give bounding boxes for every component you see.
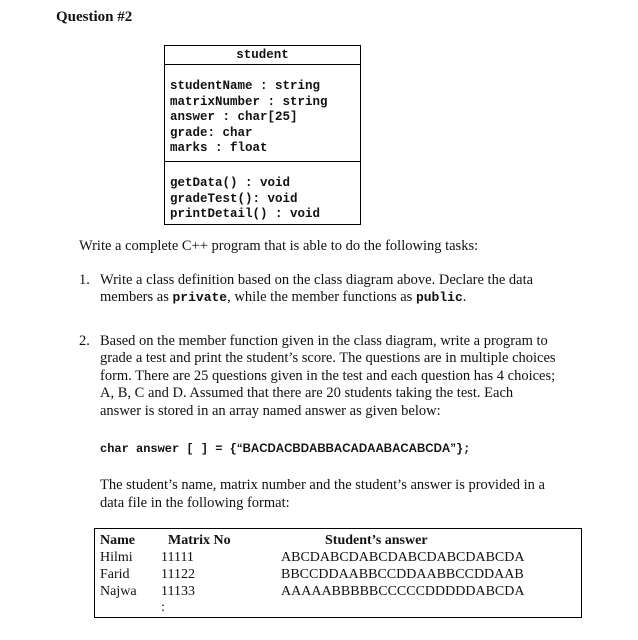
uml-attribute: marks : float bbox=[170, 141, 268, 156]
uml-class-name: student bbox=[165, 46, 360, 65]
task-2-text bbox=[100, 333, 580, 420]
code-snippet bbox=[100, 442, 470, 456]
task-2-line: grade a test and print the student’s score. The questions are in multiple choices bbox=[100, 350, 556, 367]
code-prefix: char answer [ ] = { bbox=[100, 442, 237, 456]
uml-method: getData() : void bbox=[170, 176, 291, 190]
task-1-number: 1. bbox=[79, 272, 90, 288]
uml-method: printDetail() : void bbox=[170, 207, 321, 222]
code-answer-string: “BACDACBDABBACADAABACABCDA” bbox=[236, 443, 456, 455]
format-description bbox=[100, 476, 545, 512]
uml-methods-section bbox=[165, 162, 360, 224]
uml-method: gradeTest(): void bbox=[170, 191, 298, 206]
column-header-name: Name bbox=[100, 533, 135, 548]
uml-class-diagram bbox=[164, 45, 361, 225]
uml-attribute: studentName : string bbox=[170, 79, 321, 93]
task-1-text bbox=[100, 272, 580, 307]
task-1-text-part: . bbox=[462, 289, 467, 306]
public-keyword: public bbox=[415, 290, 463, 306]
table-cell-name: Najwa bbox=[100, 584, 137, 599]
uml-attribute: answer : char[25] bbox=[170, 110, 298, 125]
question-title: Question #2 bbox=[56, 9, 133, 25]
table-cell-answer: ABCDABCDABCDABCDABCDABCDA bbox=[281, 550, 525, 565]
code-suffix: }; bbox=[455, 442, 471, 456]
private-keyword: private bbox=[172, 290, 228, 306]
data-file-table bbox=[94, 528, 582, 618]
task-1-line bbox=[100, 289, 580, 306]
uml-attributes-section bbox=[165, 65, 360, 162]
task-2-line: answer is stored in an array named answer as given below: bbox=[100, 402, 441, 419]
task-1-line: Write a class definition based on the class diagram above. Declare the data bbox=[100, 272, 534, 288]
task-1-text-part: , while the member functions as bbox=[227, 289, 416, 306]
uml-attribute: matrixNumber : string bbox=[170, 94, 328, 109]
task-2-line: form. There are 25 questions given in the test and each question has 4 choices; bbox=[100, 367, 556, 384]
task-2-line: A, B, C and D. Assumed that there are 20 students taking the test. Each bbox=[100, 385, 514, 402]
format-line: data file in the following format: bbox=[100, 495, 290, 511]
table-cell-matrix: 11111 bbox=[161, 550, 194, 565]
table-cell-name: Hilmi bbox=[100, 550, 133, 565]
intro-text: Write a complete C++ program that is able to do the following tasks: bbox=[79, 238, 479, 254]
table-continuation: : bbox=[161, 600, 165, 615]
table-cell-matrix: 11133 bbox=[161, 584, 195, 599]
table-cell-matrix: 11122 bbox=[161, 567, 195, 582]
task-2-line: Based on the member function given in the class diagram, write a program to bbox=[100, 333, 548, 349]
column-header-matrix-no: Matrix No bbox=[168, 533, 231, 548]
table-cell-name: Farid bbox=[100, 567, 130, 582]
format-line: The student’s name, matrix number and the student’s answer is provided in a bbox=[100, 477, 545, 493]
column-header-answer: Student’s answer bbox=[325, 533, 428, 548]
task-1-text-part: members as bbox=[100, 289, 173, 306]
task-2-number: 2. bbox=[79, 333, 90, 349]
table-cell-answer: AAAAABBBBBCCCCCDDDDDABCDA bbox=[281, 584, 525, 599]
uml-attribute: grade: char bbox=[170, 125, 253, 140]
table-cell-answer: BBCCDDAABBCCDDAABBCCDDAAB bbox=[281, 567, 524, 582]
